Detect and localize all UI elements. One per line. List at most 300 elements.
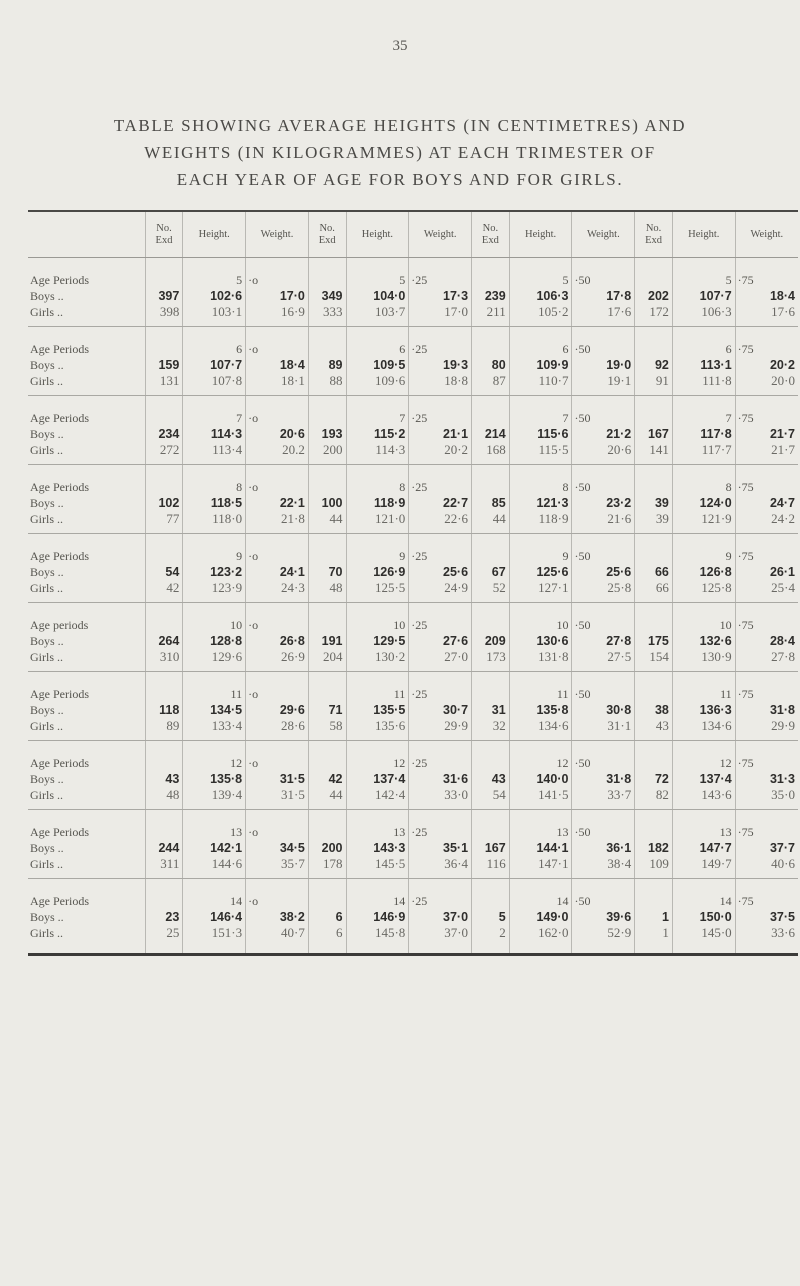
girls-label: Girls .. [28, 442, 145, 465]
trimester-fraction: ·25 [409, 465, 472, 496]
weight-cell: 18·1 [246, 373, 309, 396]
weight-cell: 33·7 [572, 787, 635, 810]
trimester-fraction: ·o [246, 810, 309, 841]
table-header [28, 211, 798, 258]
weight-cell: 18·4 [246, 357, 309, 373]
number-examined-cell: 71 [308, 702, 346, 718]
weight-cell: 22·6 [409, 511, 472, 534]
girls-label: Girls .. [28, 856, 145, 879]
number-examined-cell: 234 [145, 426, 183, 442]
girls-label: Girls .. [28, 373, 145, 396]
trimester-fraction: ·50 [572, 258, 635, 289]
height-cell: 131·8 [509, 649, 572, 672]
height-cell: 104·0 [346, 288, 409, 304]
trimester-fraction: ·75 [735, 258, 798, 289]
cell-blank [145, 741, 183, 772]
age-period-label: Age Periods [30, 273, 89, 287]
height-cell: 135·8 [509, 702, 572, 718]
cell-blank [635, 672, 673, 703]
number-examined-cell: 70 [308, 564, 346, 580]
header-weight: Weight. [409, 211, 472, 258]
boys-label: Boys .. [30, 496, 64, 510]
height-cell: 143·3 [346, 840, 409, 856]
cell-blank [308, 879, 346, 910]
weight-cell: 27·8 [572, 633, 635, 649]
number-examined-cell: 244 [145, 840, 183, 856]
age-period-row [28, 465, 798, 496]
trimester-fraction: ·o [246, 258, 309, 289]
girls-row [28, 511, 798, 534]
number-examined-cell: 31 [472, 702, 510, 718]
cell-blank [472, 603, 510, 634]
number-examined-cell: 1 [635, 909, 673, 925]
cell-blank [472, 879, 510, 910]
height-cell: 113·1 [672, 357, 735, 373]
trimester-fraction: ·50 [572, 534, 635, 565]
number-examined-cell: 43 [635, 718, 673, 741]
height-cell: 125·8 [672, 580, 735, 603]
height-cell: 145·5 [346, 856, 409, 879]
height-cell: 135·8 [183, 771, 246, 787]
number-examined-cell: 38 [635, 702, 673, 718]
height-cell: 105·2 [509, 304, 572, 327]
age-value: 6 [346, 327, 409, 358]
age-value: 9 [509, 534, 572, 565]
weight-cell: 27·5 [572, 649, 635, 672]
girls-row [28, 304, 798, 327]
age-period-label: Age periods [30, 618, 89, 632]
number-examined-cell: 154 [635, 649, 673, 672]
number-examined-cell: 310 [145, 649, 183, 672]
height-cell: 107·7 [672, 288, 735, 304]
height-cell: 151·3 [183, 925, 246, 955]
height-cell: 123·9 [183, 580, 246, 603]
number-examined-cell: 200 [308, 840, 346, 856]
trimester-fraction: ·o [246, 672, 309, 703]
cell-blank [635, 258, 673, 289]
height-cell: 135·6 [346, 718, 409, 741]
number-examined-cell: 44 [472, 511, 510, 534]
trimester-fraction: ·50 [572, 327, 635, 358]
age-value: 5 [509, 258, 572, 289]
number-examined-cell: 182 [635, 840, 673, 856]
trimester-fraction: ·25 [409, 327, 472, 358]
number-examined-cell: 202 [635, 288, 673, 304]
trimester-fraction: ·25 [409, 603, 472, 634]
height-cell: 134·6 [672, 718, 735, 741]
boys-row [28, 702, 798, 718]
weight-cell: 38·4 [572, 856, 635, 879]
number-examined-cell: 102 [145, 495, 183, 511]
title-line-2: WEIGHTS (IN KILOGRAMMES) AT EACH TRIMESTER OF [144, 143, 656, 162]
trimester-fraction: ·75 [735, 603, 798, 634]
cell-blank [635, 327, 673, 358]
weight-cell: 17·6 [572, 304, 635, 327]
weight-cell: 20·2 [735, 357, 798, 373]
height-cell: 109·5 [346, 357, 409, 373]
age-value: 8 [672, 465, 735, 496]
trimester-fraction: ·75 [735, 810, 798, 841]
number-examined-cell: 200 [308, 442, 346, 465]
height-cell: 121·9 [672, 511, 735, 534]
trimester-fraction: ·50 [572, 465, 635, 496]
number-examined-cell: 178 [308, 856, 346, 879]
number-examined-cell: 72 [635, 771, 673, 787]
cell-blank [145, 810, 183, 841]
header-weight: Weight. [572, 211, 635, 258]
number-examined-cell: 272 [145, 442, 183, 465]
number-examined-cell: 54 [472, 787, 510, 810]
cell-blank [635, 465, 673, 496]
height-cell: 143·6 [672, 787, 735, 810]
height-cell: 133·4 [183, 718, 246, 741]
number-examined-cell: 77 [145, 511, 183, 534]
weight-cell: 34·5 [246, 840, 309, 856]
cell-blank [308, 258, 346, 289]
weight-cell: 37·5 [735, 909, 798, 925]
age-period-label: Age Periods [30, 756, 89, 770]
age-value: 12 [509, 741, 572, 772]
table-body [28, 258, 798, 955]
age-value: 9 [672, 534, 735, 565]
weight-cell: 27·8 [735, 649, 798, 672]
boys-row [28, 771, 798, 787]
weight-cell: 24·7 [735, 495, 798, 511]
number-examined-cell: 1 [635, 925, 673, 955]
boys-row [28, 288, 798, 304]
table-title [20, 112, 780, 193]
number-examined-cell: 91 [635, 373, 673, 396]
header-height: Height. [509, 211, 572, 258]
height-cell: 123·2 [183, 564, 246, 580]
number-examined-cell: 239 [472, 288, 510, 304]
weight-cell: 31·6 [409, 771, 472, 787]
height-cell: 144·1 [509, 840, 572, 856]
height-cell: 102·6 [183, 288, 246, 304]
height-cell: 115·5 [509, 442, 572, 465]
age-period-row [28, 672, 798, 703]
weight-cell: 24·1 [246, 564, 309, 580]
number-examined-cell: 175 [635, 633, 673, 649]
cell-blank [472, 741, 510, 772]
weight-cell: 21·7 [735, 426, 798, 442]
number-examined-cell: 43 [145, 771, 183, 787]
weight-cell: 27·6 [409, 633, 472, 649]
girls-row [28, 856, 798, 879]
number-examined-cell: 58 [308, 718, 346, 741]
trimester-fraction: ·50 [572, 879, 635, 910]
age-period-row [28, 258, 798, 289]
number-examined-cell: 88 [308, 373, 346, 396]
girls-row [28, 373, 798, 396]
cell-blank [635, 603, 673, 634]
height-cell: 109·6 [346, 373, 409, 396]
number-examined-cell: 349 [308, 288, 346, 304]
age-value: 14 [183, 879, 246, 910]
height-cell: 129·5 [346, 633, 409, 649]
girls-row [28, 442, 798, 465]
number-examined-cell: 191 [308, 633, 346, 649]
boys-label: Boys .. [30, 703, 64, 717]
age-value: 14 [509, 879, 572, 910]
trimester-fraction: ·o [246, 741, 309, 772]
weight-cell: 40·6 [735, 856, 798, 879]
header-no-exd: No. Exd [635, 211, 673, 258]
trimester-fraction: ·o [246, 327, 309, 358]
cell-blank [308, 327, 346, 358]
number-examined-cell: 54 [145, 564, 183, 580]
cell-blank [145, 465, 183, 496]
boys-row [28, 426, 798, 442]
cell-blank [308, 396, 346, 427]
height-cell: 129·6 [183, 649, 246, 672]
weight-cell: 18·4 [735, 288, 798, 304]
weight-cell: 20·6 [246, 426, 309, 442]
weight-cell: 33·6 [735, 925, 798, 955]
girls-row [28, 787, 798, 810]
cell-blank [472, 672, 510, 703]
age-value: 8 [509, 465, 572, 496]
number-examined-cell: 43 [472, 771, 510, 787]
number-examined-cell: 80 [472, 357, 510, 373]
age-value: 13 [183, 810, 246, 841]
weight-cell: 36·4 [409, 856, 472, 879]
number-examined-cell: 109 [635, 856, 673, 879]
age-period-label: Age Periods [30, 894, 89, 908]
header-no-exd: No. Exd [308, 211, 346, 258]
age-value: 5 [183, 258, 246, 289]
page-number: 35 [392, 38, 408, 54]
number-examined-cell: 66 [635, 580, 673, 603]
weight-cell: 30·7 [409, 702, 472, 718]
height-cell: 130·6 [509, 633, 572, 649]
number-examined-cell: 167 [635, 426, 673, 442]
height-cell: 132·6 [672, 633, 735, 649]
number-examined-cell: 39 [635, 495, 673, 511]
weight-cell: 26·1 [735, 564, 798, 580]
trimester-fraction: ·o [246, 534, 309, 565]
height-cell: 107·7 [183, 357, 246, 373]
weight-cell: 31·8 [735, 702, 798, 718]
weight-cell: 31·1 [572, 718, 635, 741]
height-cell: 106·3 [509, 288, 572, 304]
age-value: 12 [672, 741, 735, 772]
weight-cell: 21·6 [572, 511, 635, 534]
number-examined-cell: 264 [145, 633, 183, 649]
weight-cell: 38·2 [246, 909, 309, 925]
trimester-fraction: ·50 [572, 396, 635, 427]
age-period-row [28, 327, 798, 358]
age-value: 13 [346, 810, 409, 841]
trimester-fraction: ·25 [409, 879, 472, 910]
weight-cell: 21·7 [735, 442, 798, 465]
boys-row [28, 633, 798, 649]
age-value: 11 [672, 672, 735, 703]
height-cell: 127·1 [509, 580, 572, 603]
header-weight: Weight. [735, 211, 798, 258]
number-examined-cell: 52 [472, 580, 510, 603]
age-period-row [28, 879, 798, 910]
number-examined-cell: 141 [635, 442, 673, 465]
cell-blank [472, 465, 510, 496]
weight-cell: 19·0 [572, 357, 635, 373]
age-period-label: Age Periods [30, 342, 89, 356]
height-cell: 162·0 [509, 925, 572, 955]
cell-blank [308, 810, 346, 841]
height-cell: 149·0 [509, 909, 572, 925]
number-examined-cell: 131 [145, 373, 183, 396]
cell-blank [145, 534, 183, 565]
number-examined-cell: 32 [472, 718, 510, 741]
age-value: 8 [346, 465, 409, 496]
weight-cell: 36·1 [572, 840, 635, 856]
weight-cell: 24·9 [409, 580, 472, 603]
number-examined-cell: 89 [145, 718, 183, 741]
age-value: 7 [183, 396, 246, 427]
trimester-fraction: ·50 [572, 741, 635, 772]
number-examined-cell: 2 [472, 925, 510, 955]
number-examined-cell: 44 [308, 511, 346, 534]
girls-label: Girls .. [28, 925, 145, 955]
age-value: 7 [672, 396, 735, 427]
number-examined-cell: 44 [308, 787, 346, 810]
number-examined-cell: 159 [145, 357, 183, 373]
age-value: 5 [346, 258, 409, 289]
height-cell: 107·8 [183, 373, 246, 396]
trimester-fraction: ·o [246, 396, 309, 427]
girls-label: Girls .. [28, 649, 145, 672]
height-cell: 135·5 [346, 702, 409, 718]
header-height: Height. [183, 211, 246, 258]
trimester-fraction: ·75 [735, 534, 798, 565]
number-examined-cell: 23 [145, 909, 183, 925]
cell-blank [472, 258, 510, 289]
boys-label: Boys .. [30, 358, 64, 372]
height-cell: 125·6 [509, 564, 572, 580]
boys-row [28, 357, 798, 373]
number-examined-cell: 167 [472, 840, 510, 856]
cell-blank [308, 534, 346, 565]
age-period-row [28, 396, 798, 427]
age-value: 13 [672, 810, 735, 841]
cell-blank [145, 672, 183, 703]
boys-row [28, 909, 798, 925]
height-cell: 111·8 [672, 373, 735, 396]
age-value: 12 [346, 741, 409, 772]
weight-cell: 24·3 [246, 580, 309, 603]
age-period-row [28, 603, 798, 634]
weight-cell: 21·1 [409, 426, 472, 442]
weight-cell: 37·0 [409, 909, 472, 925]
number-examined-cell: 398 [145, 304, 183, 327]
trimester-fraction: ·75 [735, 741, 798, 772]
weight-cell: 37·7 [735, 840, 798, 856]
age-period-label: Age Periods [30, 825, 89, 839]
trimester-fraction: ·25 [409, 810, 472, 841]
weight-cell: 22·7 [409, 495, 472, 511]
boys-label: Boys .. [30, 841, 64, 855]
number-examined-cell: 116 [472, 856, 510, 879]
height-cell: 149·7 [672, 856, 735, 879]
age-value: 6 [183, 327, 246, 358]
weight-cell: 16·9 [246, 304, 309, 327]
height-cell: 118·9 [346, 495, 409, 511]
number-examined-cell: 5 [472, 909, 510, 925]
height-cell: 142·1 [183, 840, 246, 856]
height-cell: 106·3 [672, 304, 735, 327]
girls-label: Girls .. [28, 718, 145, 741]
weight-cell: 22·1 [246, 495, 309, 511]
weight-cell: 17·6 [735, 304, 798, 327]
height-cell: 115·2 [346, 426, 409, 442]
cell-blank [472, 396, 510, 427]
weight-cell: 31·8 [572, 771, 635, 787]
boys-label: Boys .. [30, 910, 64, 924]
height-cell: 130·9 [672, 649, 735, 672]
header-height: Height. [346, 211, 409, 258]
trimester-fraction: ·50 [572, 603, 635, 634]
age-period-row [28, 741, 798, 772]
girls-label: Girls .. [28, 580, 145, 603]
height-cell: 145·0 [672, 925, 735, 955]
age-value: 11 [509, 672, 572, 703]
weight-cell: 33·0 [409, 787, 472, 810]
weight-cell: 20.2 [246, 442, 309, 465]
weight-cell: 31·5 [246, 787, 309, 810]
boys-label: Boys .. [30, 565, 64, 579]
weight-cell: 19·3 [409, 357, 472, 373]
trimester-fraction: ·50 [572, 672, 635, 703]
trimester-fraction: ·25 [409, 396, 472, 427]
cell-blank [308, 741, 346, 772]
height-cell: 150·0 [672, 909, 735, 925]
number-examined-cell: 204 [308, 649, 346, 672]
number-examined-cell: 173 [472, 649, 510, 672]
weight-cell: 26·9 [246, 649, 309, 672]
number-examined-cell: 48 [308, 580, 346, 603]
height-cell: 142·4 [346, 787, 409, 810]
weight-cell: 29·9 [409, 718, 472, 741]
weight-cell: 28·6 [246, 718, 309, 741]
cell-blank [472, 327, 510, 358]
number-examined-cell: 42 [145, 580, 183, 603]
age-value: 7 [509, 396, 572, 427]
height-cell: 137·4 [346, 771, 409, 787]
number-examined-cell: 100 [308, 495, 346, 511]
height-cell: 121·3 [509, 495, 572, 511]
height-cell: 125·5 [346, 580, 409, 603]
trimester-fraction: ·25 [409, 258, 472, 289]
age-value: 7 [346, 396, 409, 427]
weight-cell: 25·6 [409, 564, 472, 580]
height-cell: 118·9 [509, 511, 572, 534]
number-examined-cell: 193 [308, 426, 346, 442]
number-examined-cell: 214 [472, 426, 510, 442]
height-cell: 134·6 [509, 718, 572, 741]
height-cell: 146·9 [346, 909, 409, 925]
number-examined-cell: 39 [635, 511, 673, 534]
trimester-fraction: ·o [246, 879, 309, 910]
age-value: 12 [183, 741, 246, 772]
girls-row [28, 649, 798, 672]
age-period-label: Age Periods [30, 480, 89, 494]
height-cell: 128·8 [183, 633, 246, 649]
girls-row [28, 580, 798, 603]
cell-blank [635, 741, 673, 772]
number-examined-cell: 397 [145, 288, 183, 304]
trimester-fraction: ·50 [572, 810, 635, 841]
number-examined-cell: 85 [472, 495, 510, 511]
